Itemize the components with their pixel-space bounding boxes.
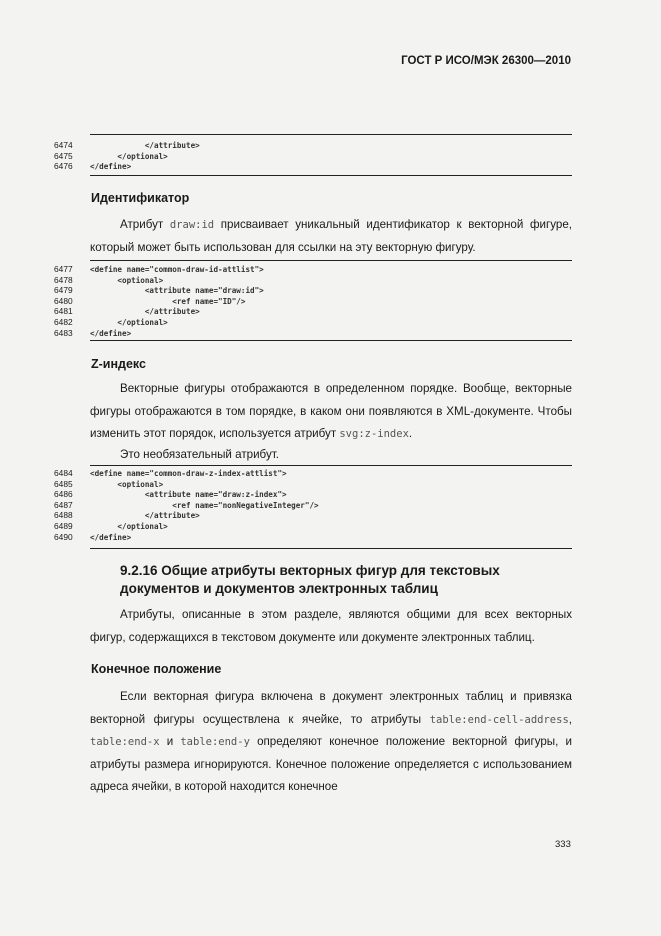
line-number: 6490 — [54, 531, 73, 542]
code-line — [54, 479, 574, 490]
code-rule-top — [90, 465, 572, 466]
line-number: 6483 — [54, 327, 73, 338]
line-number: 6480 — [54, 295, 73, 306]
text: и — [159, 735, 181, 748]
code-text: <ref name="ID"/> — [90, 296, 246, 306]
paragraph-identifier — [90, 214, 572, 259]
paragraph-optional: Это необязательный атрибут. — [120, 448, 279, 461]
code-text: </define> — [90, 328, 132, 338]
line-number: 6489 — [54, 520, 73, 531]
code-line — [54, 296, 574, 307]
code-line — [54, 500, 574, 511]
code-line — [54, 285, 574, 296]
code-text: </attribute> — [90, 307, 200, 317]
inline-code: draw:id — [169, 219, 215, 231]
paragraph-common-attrs: Атрибуты, описанные в этом разделе, являются общими для всех векторных фигур, содержащихся в текстовом документе или документе электронных таблиц. — [90, 608, 572, 644]
code-line — [54, 275, 574, 286]
code-rule-top — [90, 260, 572, 261]
text: определяют конечное положение векторной фигуры, и атрибуты размера игнорируются. Конечное положение определяется с использованием адреса ячейки, в которой находится конечное — [90, 735, 572, 793]
line-number: 6474 — [54, 140, 73, 150]
heading-z-index: Z-индекс — [91, 357, 146, 371]
text: Атрибут — [120, 218, 170, 231]
code-line — [54, 140, 574, 151]
code-line — [54, 317, 574, 328]
code-text: <optional> — [90, 275, 164, 285]
code-text: <define name="common-draw-id-attlist"> — [90, 265, 264, 274]
code-block-2 — [54, 264, 574, 338]
code-text: </optional> — [90, 521, 168, 531]
code-line — [54, 161, 574, 172]
code-rule-top — [90, 134, 572, 135]
code-text: </optional> — [90, 151, 168, 161]
section-heading-9-2-16: 9.2.16 Общие атрибуты векторных фигур для текстовых документов и документов электронных таблиц — [120, 563, 500, 596]
paragraph-z-index — [90, 378, 572, 446]
code-text: </attribute> — [90, 141, 200, 150]
code-text: </optional> — [90, 317, 168, 327]
code-rule-bottom — [90, 175, 572, 176]
code-text: </define> — [90, 532, 132, 542]
inline-code: svg:z-index — [339, 428, 409, 440]
text: Если векторная фигура включена в документ электронных таблиц и привязка векторной фигуры осуществлена к ячейке, то атрибуты — [90, 690, 572, 726]
code-line — [54, 468, 574, 479]
line-number: 6481 — [54, 306, 73, 317]
text: , — [568, 712, 572, 726]
code-line — [54, 489, 574, 500]
code-line — [54, 521, 574, 532]
line-number: 6484 — [54, 468, 73, 478]
line-number: 6482 — [54, 316, 73, 327]
code-text: <attribute name="draw:id"> — [90, 286, 264, 296]
code-line — [54, 532, 574, 543]
code-rule-bottom — [90, 548, 572, 549]
line-number: 6475 — [54, 150, 73, 161]
line-number: 6485 — [54, 478, 73, 489]
code-line — [54, 328, 574, 339]
code-line — [54, 151, 574, 162]
line-number: 6477 — [54, 264, 73, 274]
text: присваивает уникальный идентификатор к векторной фигуре, который может быть использован для ссылки на эту векторную фигуру. — [90, 218, 572, 254]
inline-code: table:end-x — [90, 736, 160, 748]
line-number: 6476 — [54, 161, 73, 172]
text: Векторные фигуры отображаются в определенном порядке. Вообще, векторные фигуры отображаются в том порядке, в каком они появляются в XML-документе. Чтобы изменить этот порядок, используется атрибут — [90, 382, 572, 440]
heading-end-position: Конечное положение — [91, 662, 222, 676]
code-block-1 — [54, 140, 574, 172]
code-line — [54, 306, 574, 317]
code-rule-bottom — [90, 340, 572, 341]
inline-code: table:end-cell-address — [429, 713, 569, 726]
line-number: 6479 — [54, 285, 73, 296]
document-header: ГОСТ Р ИСО/МЭК 26300—2010 — [401, 55, 571, 67]
code-block-3 — [54, 468, 574, 542]
inline-code: table:end-y — [180, 736, 250, 748]
page-number: 333 — [555, 839, 571, 850]
code-line — [54, 264, 574, 275]
line-number: 6487 — [54, 499, 73, 510]
line-number: 6478 — [54, 274, 73, 285]
line-number: 6488 — [54, 510, 73, 521]
code-text: </define> — [90, 162, 132, 172]
code-text: <define name="common-draw-z-index-attlist"> — [90, 469, 287, 478]
code-text: <attribute name="draw:z-index"> — [90, 490, 287, 500]
code-line — [54, 510, 574, 521]
code-text: </attribute> — [90, 511, 200, 521]
text: . — [408, 427, 413, 440]
line-number: 6486 — [54, 489, 73, 500]
code-text: <ref name="nonNegativeInteger"/> — [90, 500, 319, 510]
heading-identifier: Идентификатор — [91, 191, 190, 205]
code-text: <optional> — [90, 479, 164, 489]
paragraph-end-position — [90, 686, 572, 799]
